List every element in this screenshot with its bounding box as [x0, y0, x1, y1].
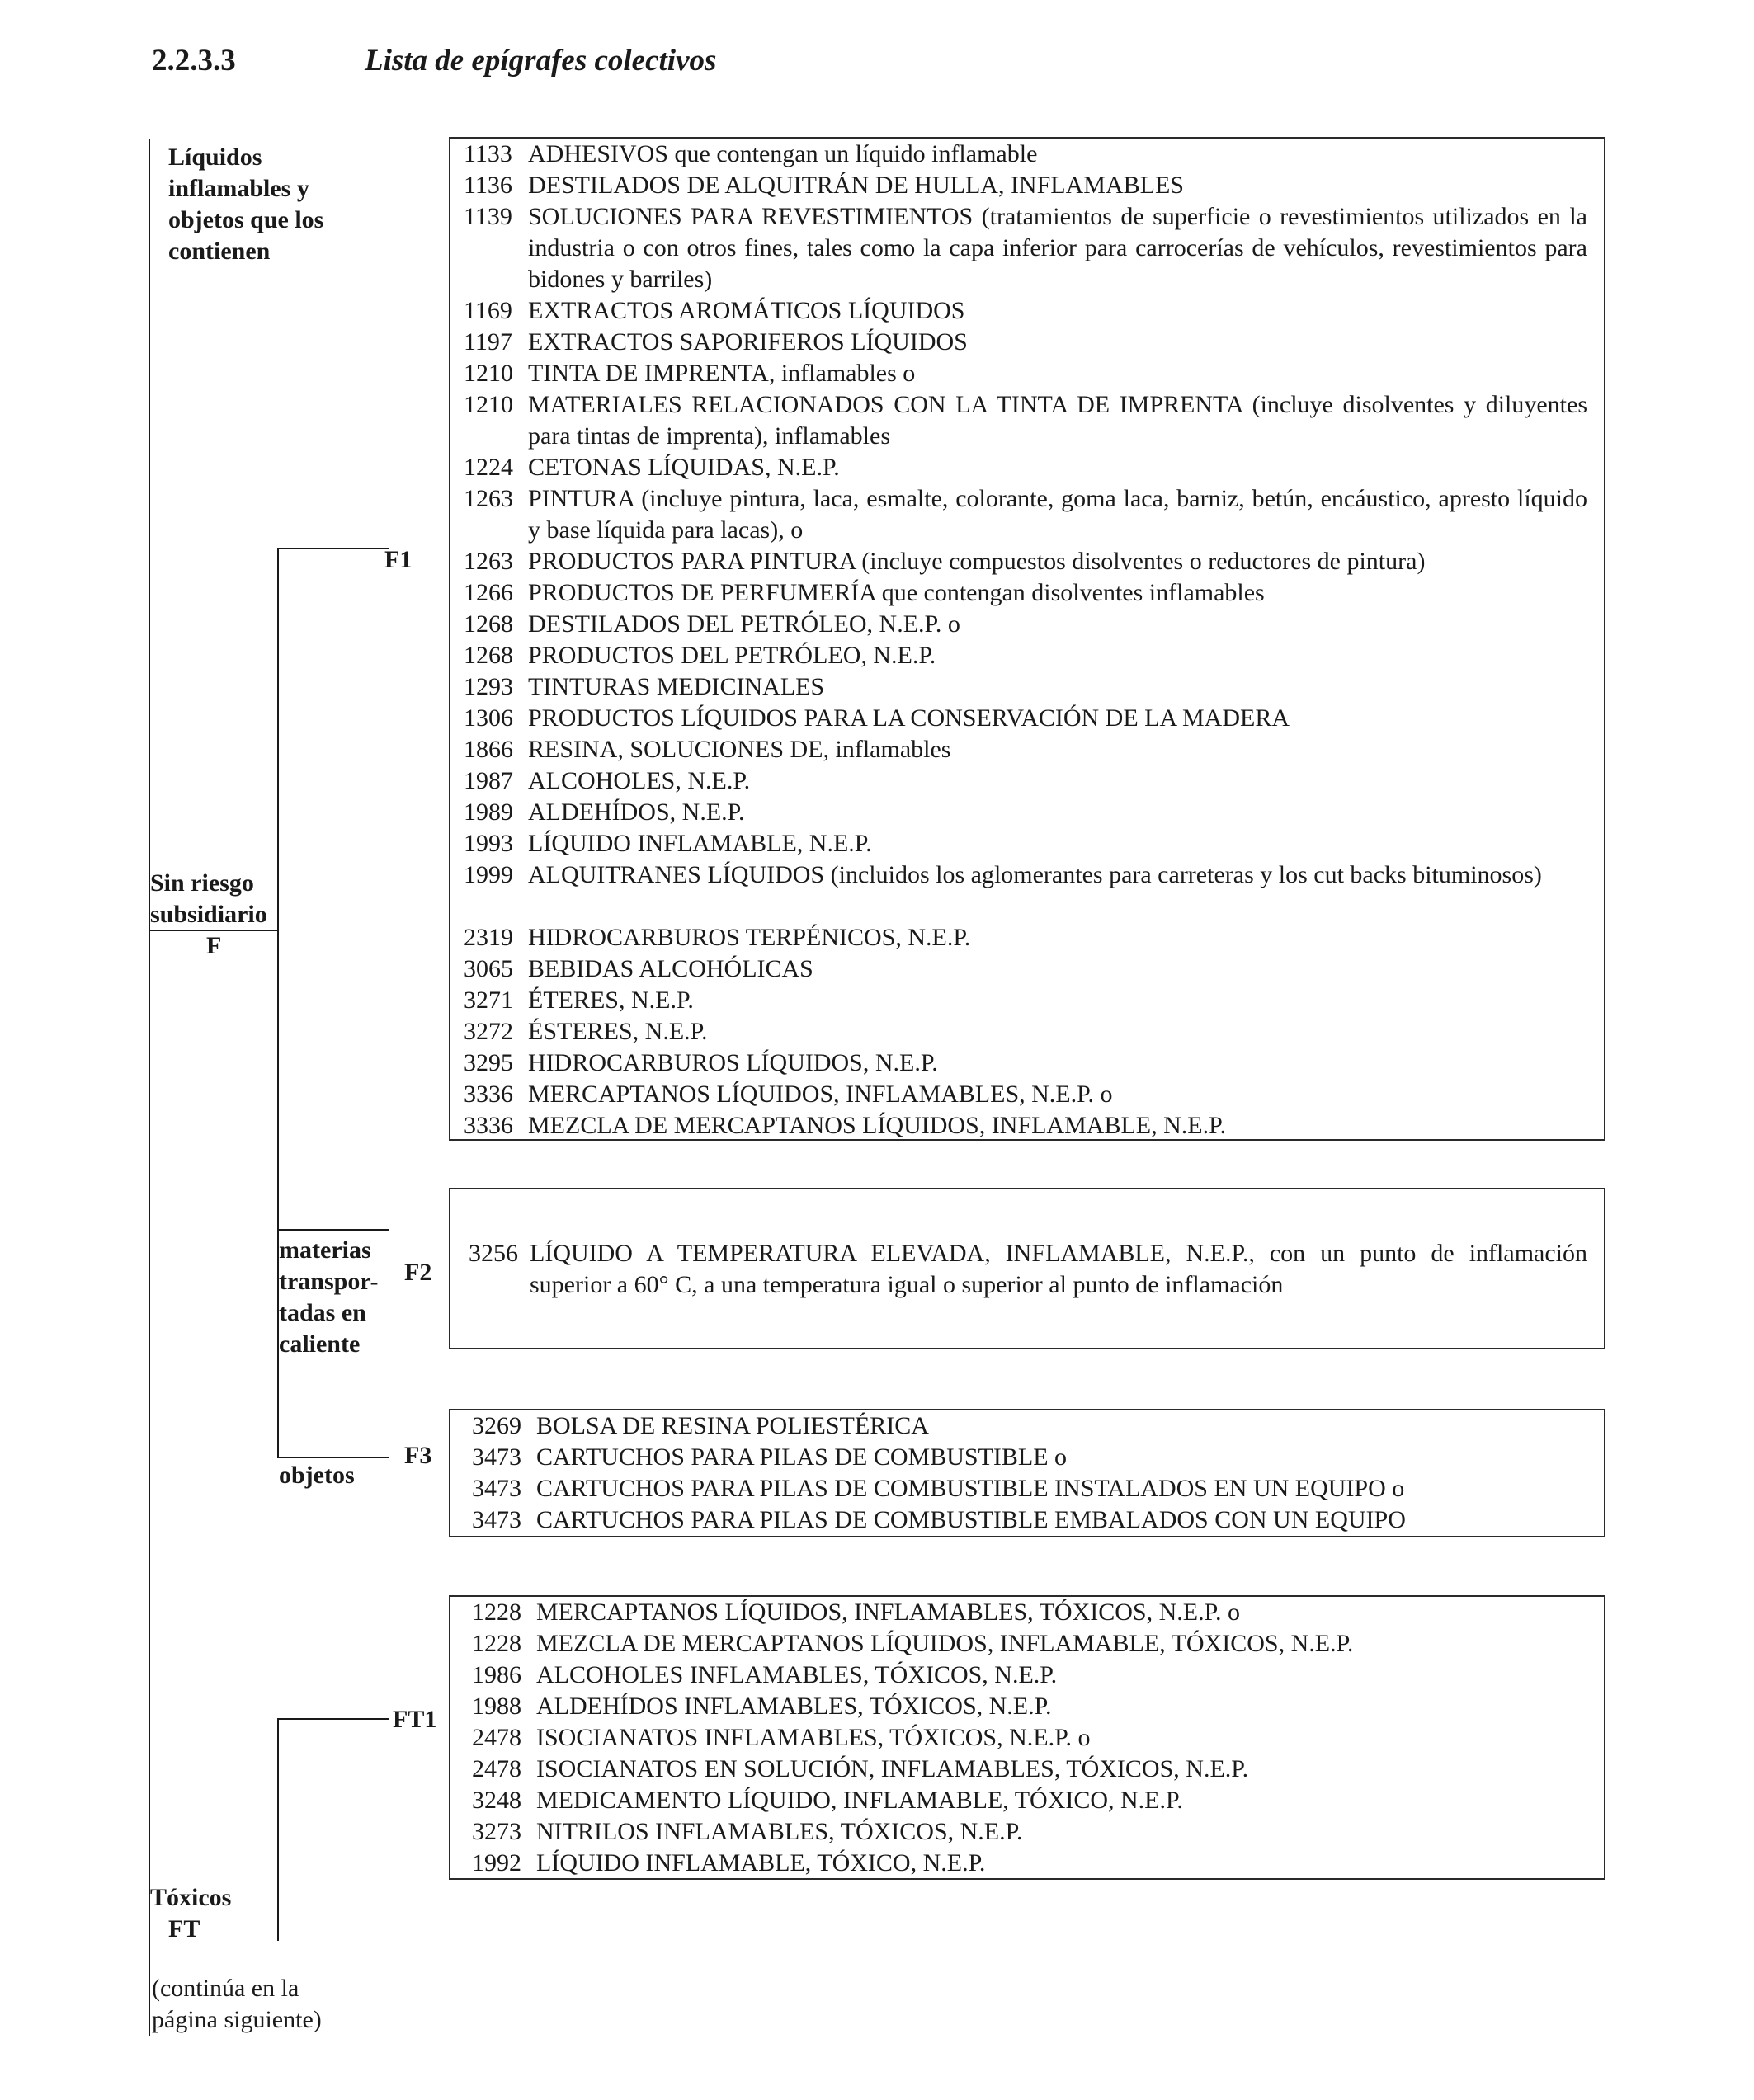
un-number: 1210: [464, 360, 513, 387]
un-number: 1999: [464, 861, 513, 888]
list-item: [464, 609, 1587, 640]
entry-text: SOLUCIONES PARA REVESTIMIENTOS (tratamientos de superficie o revestimientos utilizados en la industria o con otros fines, tales como la capa inferior para carrocerías de vehículos, revestimientos para bidones y barriles): [528, 203, 1587, 293]
un-number: 3269: [472, 1412, 521, 1439]
entry-text: CARTUCHOS PARA PILAS DE COMBUSTIBLE EMBALADOS CON UN EQUIPO: [536, 1506, 1406, 1533]
entry-text: PRODUCTOS DE PERFUMERÍA que contengan disolventes inflamables: [528, 579, 1265, 606]
class-title-line: contienen: [168, 238, 271, 265]
un-number: 2478: [472, 1755, 521, 1782]
entry-text: ÉTERES, N.E.P.: [528, 986, 694, 1014]
class-title-line: objetos que los: [168, 206, 324, 233]
list-item: [469, 1238, 1587, 1301]
un-number: 3473: [472, 1475, 521, 1502]
list-item: [472, 1628, 1587, 1660]
list-item: [464, 389, 1587, 452]
list-item: [464, 953, 1587, 985]
list-item: [464, 358, 1587, 389]
un-number: 1293: [464, 673, 513, 700]
un-number: 1987: [464, 767, 513, 794]
continued-line: (continúa en la: [152, 1975, 299, 2002]
list-item: [464, 577, 1587, 609]
entry-text: ADHESIVOS que contengan un líquido inflamable: [528, 140, 1038, 167]
un-number: 1263: [464, 548, 513, 575]
entry-text: MEZCLA DE MERCAPTANOS LÍQUIDOS, INFLAMABLE, TÓXICOS, N.E.P.: [536, 1630, 1354, 1657]
un-number: 3273: [472, 1818, 521, 1845]
list-item: [464, 452, 1587, 483]
entry-text: MATERIALES RELACIONADOS CON LA TINTA DE IMPRENTA (incluye disolventes y diluyentes para tintas de imprenta), inflamables: [528, 391, 1587, 450]
no-risk-code: F: [206, 932, 222, 959]
list-item: [472, 1816, 1587, 1848]
entry-text: DESTILADOS DEL PETRÓLEO, N.E.P. o: [528, 610, 960, 638]
list-item: [472, 1410, 1587, 1442]
entry-text: BEBIDAS ALCOHÓLICAS: [528, 955, 813, 982]
entry-text: RESINA, SOLUCIONES DE, inflamables: [528, 736, 951, 763]
list-item: [464, 922, 1587, 953]
list-item: [464, 985, 1587, 1016]
entry-text: ALCOHOLES, N.E.P.: [528, 767, 751, 794]
no-risk-label: [150, 868, 282, 962]
un-number: 1992: [472, 1849, 521, 1876]
un-number: 1986: [472, 1661, 521, 1688]
un-number: 3473: [472, 1443, 521, 1471]
no-risk-line: Sin riesgo: [150, 869, 254, 897]
entry-text: TINTA DE IMPRENTA, inflamables o: [528, 360, 916, 387]
un-number: 1197: [464, 328, 512, 355]
list-item: [472, 1504, 1587, 1536]
entry-text: PINTURA (incluye pintura, laca, esmalte, colorante, goma laca, barniz, betún, encáustico, apresto líquido y base líquida para lacas), o: [528, 485, 1587, 544]
class-title-line: Líquidos: [168, 144, 262, 171]
un-number: 1993: [464, 830, 513, 857]
list-item: [472, 1691, 1587, 1722]
no-risk-line: subsidiario: [150, 901, 267, 928]
un-number: 2319: [464, 924, 513, 951]
ft1-label: FT1: [393, 1706, 437, 1733]
list-item: [464, 797, 1587, 828]
un-number: 1228: [472, 1630, 521, 1657]
class-title-label: [168, 142, 323, 267]
list-item: [464, 671, 1587, 703]
entry-text: LÍQUIDO INFLAMABLE, N.E.P.: [528, 830, 872, 857]
section-number: 2.2.3.3: [152, 44, 236, 78]
entry-text: HIDROCARBUROS LÍQUIDOS, N.E.P.: [528, 1049, 938, 1076]
entry-text: ÉSTERES, N.E.P.: [528, 1018, 708, 1045]
entry-text: MEZCLA DE MERCAPTANOS LÍQUIDOS, INFLAMABLE, N.E.P.: [528, 1112, 1226, 1139]
un-number: 1139: [464, 203, 512, 230]
un-number: 3336: [464, 1081, 513, 1108]
entry-text: ALDEHÍDOS, N.E.P.: [528, 798, 745, 826]
section-title: Lista de epígrafes colectivos: [365, 44, 717, 78]
un-number: 1210: [464, 391, 513, 418]
entry-text: NITRILOS INFLAMABLES, TÓXICOS, N.E.P.: [536, 1818, 1023, 1845]
un-number: 1268: [464, 610, 513, 638]
un-number: 3065: [464, 955, 513, 982]
un-number: 1169: [464, 297, 512, 324]
entry-text: LÍQUIDO INFLAMABLE, TÓXICO, N.E.P.: [536, 1849, 986, 1876]
un-number: 1224: [464, 454, 513, 481]
un-number: 3271: [464, 986, 513, 1014]
f3-label: F3: [404, 1442, 432, 1469]
list-item: [472, 1597, 1587, 1628]
f1-label: F1: [384, 546, 413, 573]
entry-text: ALDEHÍDOS INFLAMABLES, TÓXICOS, N.E.P.: [536, 1693, 1052, 1720]
entry-text: ALQUITRANES LÍQUIDOS (incluidos los aglomerantes para carreteras y los cut backs bituminosos): [528, 861, 1542, 888]
list-item: [472, 1660, 1587, 1691]
list-item: [464, 640, 1587, 671]
list-item: [464, 139, 1587, 170]
hot-materials-line: materias: [279, 1236, 371, 1264]
entry-text: MEDICAMENTO LÍQUIDO, INFLAMABLE, TÓXICO, N.E.P.: [536, 1787, 1183, 1814]
list-item: [464, 703, 1587, 734]
hot-materials-label: [279, 1235, 379, 1360]
entry-text: CETONAS LÍQUIDAS, N.E.P.: [528, 454, 840, 481]
un-number: 2478: [472, 1724, 521, 1751]
un-number: 1263: [464, 485, 513, 512]
un-number: 3295: [464, 1049, 513, 1076]
main-vertical-line: [149, 139, 150, 2036]
entry-text: PRODUCTOS PARA PINTURA (incluye compuestos disolventes o reductores de pintura): [528, 548, 1426, 575]
un-number: 1306: [464, 704, 513, 732]
list-item: [464, 765, 1587, 797]
class-title-line: inflamables y: [168, 175, 309, 202]
entry-text: TINTURAS MEDICINALES: [528, 673, 825, 700]
entry-text: CARTUCHOS PARA PILAS DE COMBUSTIBLE INSTALADOS EN UN EQUIPO o: [536, 1475, 1405, 1502]
list-item: [464, 1016, 1587, 1048]
toxic-label: [150, 1882, 231, 1945]
entry-text: CARTUCHOS PARA PILAS DE COMBUSTIBLE o: [536, 1443, 1068, 1471]
f2-label: F2: [404, 1259, 432, 1286]
objects-label: objetos: [279, 1462, 355, 1489]
un-number: 1866: [464, 736, 513, 763]
list-item: [472, 1848, 1587, 1879]
list-item: [464, 546, 1587, 577]
hot-materials-line: tadas en: [279, 1299, 366, 1326]
list-item: [472, 1442, 1587, 1473]
entry-text: ISOCIANATOS EN SOLUCIÓN, INFLAMABLES, TÓXICOS, N.E.P.: [536, 1755, 1249, 1782]
un-number: 1228: [472, 1599, 521, 1626]
list-item: [464, 327, 1587, 358]
list-item: [464, 170, 1587, 201]
toxic-code: FT: [168, 1915, 200, 1942]
un-number: 1989: [464, 798, 513, 826]
entry-text: MERCAPTANOS LÍQUIDOS, INFLAMABLES, TÓXICOS, N.E.P. o: [536, 1599, 1240, 1626]
un-number: 3473: [472, 1506, 521, 1533]
list-item: [472, 1722, 1587, 1754]
entry-text: LÍQUIDO A TEMPERATURA ELEVADA, INFLAMABLE, N.E.P., con un punto de inflamación superior a 60° C, a una temperatura igual o superior al punto de inflamación: [530, 1240, 1587, 1298]
list-item: [464, 1048, 1587, 1079]
entry-text: ALCOHOLES INFLAMABLES, TÓXICOS, N.E.P.: [536, 1661, 1058, 1688]
list-item: [472, 1473, 1587, 1504]
entry-text: PRODUCTOS DEL PETRÓLEO, N.E.P.: [528, 642, 936, 669]
list-item: [464, 1079, 1587, 1110]
entry-text: BOLSA DE RESINA POLIESTÉRICA: [536, 1412, 929, 1439]
un-number: 3272: [464, 1018, 513, 1045]
f2-branch-line: [277, 1229, 389, 1231]
f1-branch-line: [277, 548, 389, 549]
un-number: 1133: [464, 140, 512, 167]
list-item: [464, 859, 1587, 891]
list-item: [464, 734, 1587, 765]
toxic-line: Tóxicos: [150, 1884, 232, 1911]
entry-text: HIDROCARBUROS TERPÉNICOS, N.E.P.: [528, 924, 971, 951]
continued-note: [152, 1973, 322, 2036]
ft1-branch-line: [277, 1718, 389, 1720]
list-item: [464, 1110, 1587, 1142]
un-number: 3336: [464, 1112, 513, 1139]
list-item: [464, 828, 1587, 859]
continued-line: página siguiente): [152, 2006, 322, 2033]
entry-text: EXTRACTOS AROMÁTICOS LÍQUIDOS: [528, 297, 965, 324]
entry-text: DESTILADOS DE ALQUITRÁN DE HULLA, INFLAMABLES: [528, 172, 1184, 199]
list-item: [464, 201, 1587, 295]
entry-text: MERCAPTANOS LÍQUIDOS, INFLAMABLES, N.E.P. o: [528, 1081, 1113, 1108]
entry-text: ISOCIANATOS INFLAMABLES, TÓXICOS, N.E.P. o: [536, 1724, 1091, 1751]
un-number: 1268: [464, 642, 513, 669]
list-item: [464, 295, 1587, 327]
un-number: 1988: [472, 1693, 521, 1720]
f3-branch-line: [277, 1457, 389, 1458]
entry-text: EXTRACTOS SAPORIFEROS LÍQUIDOS: [528, 328, 968, 355]
entry-text: PRODUCTOS LÍQUIDOS PARA LA CONSERVACIÓN DE LA MADERA: [528, 704, 1290, 732]
list-item: [464, 483, 1587, 546]
hot-materials-line: transpor-: [279, 1268, 379, 1295]
list-item: [472, 1785, 1587, 1816]
un-number: 1266: [464, 579, 513, 606]
un-number: 3256: [469, 1240, 518, 1267]
un-number: 1136: [464, 172, 512, 199]
un-number: 3248: [472, 1787, 521, 1814]
hot-materials-line: caliente: [279, 1330, 361, 1358]
list-item: [472, 1754, 1587, 1785]
toxic-vertical-line: [277, 1718, 279, 1941]
